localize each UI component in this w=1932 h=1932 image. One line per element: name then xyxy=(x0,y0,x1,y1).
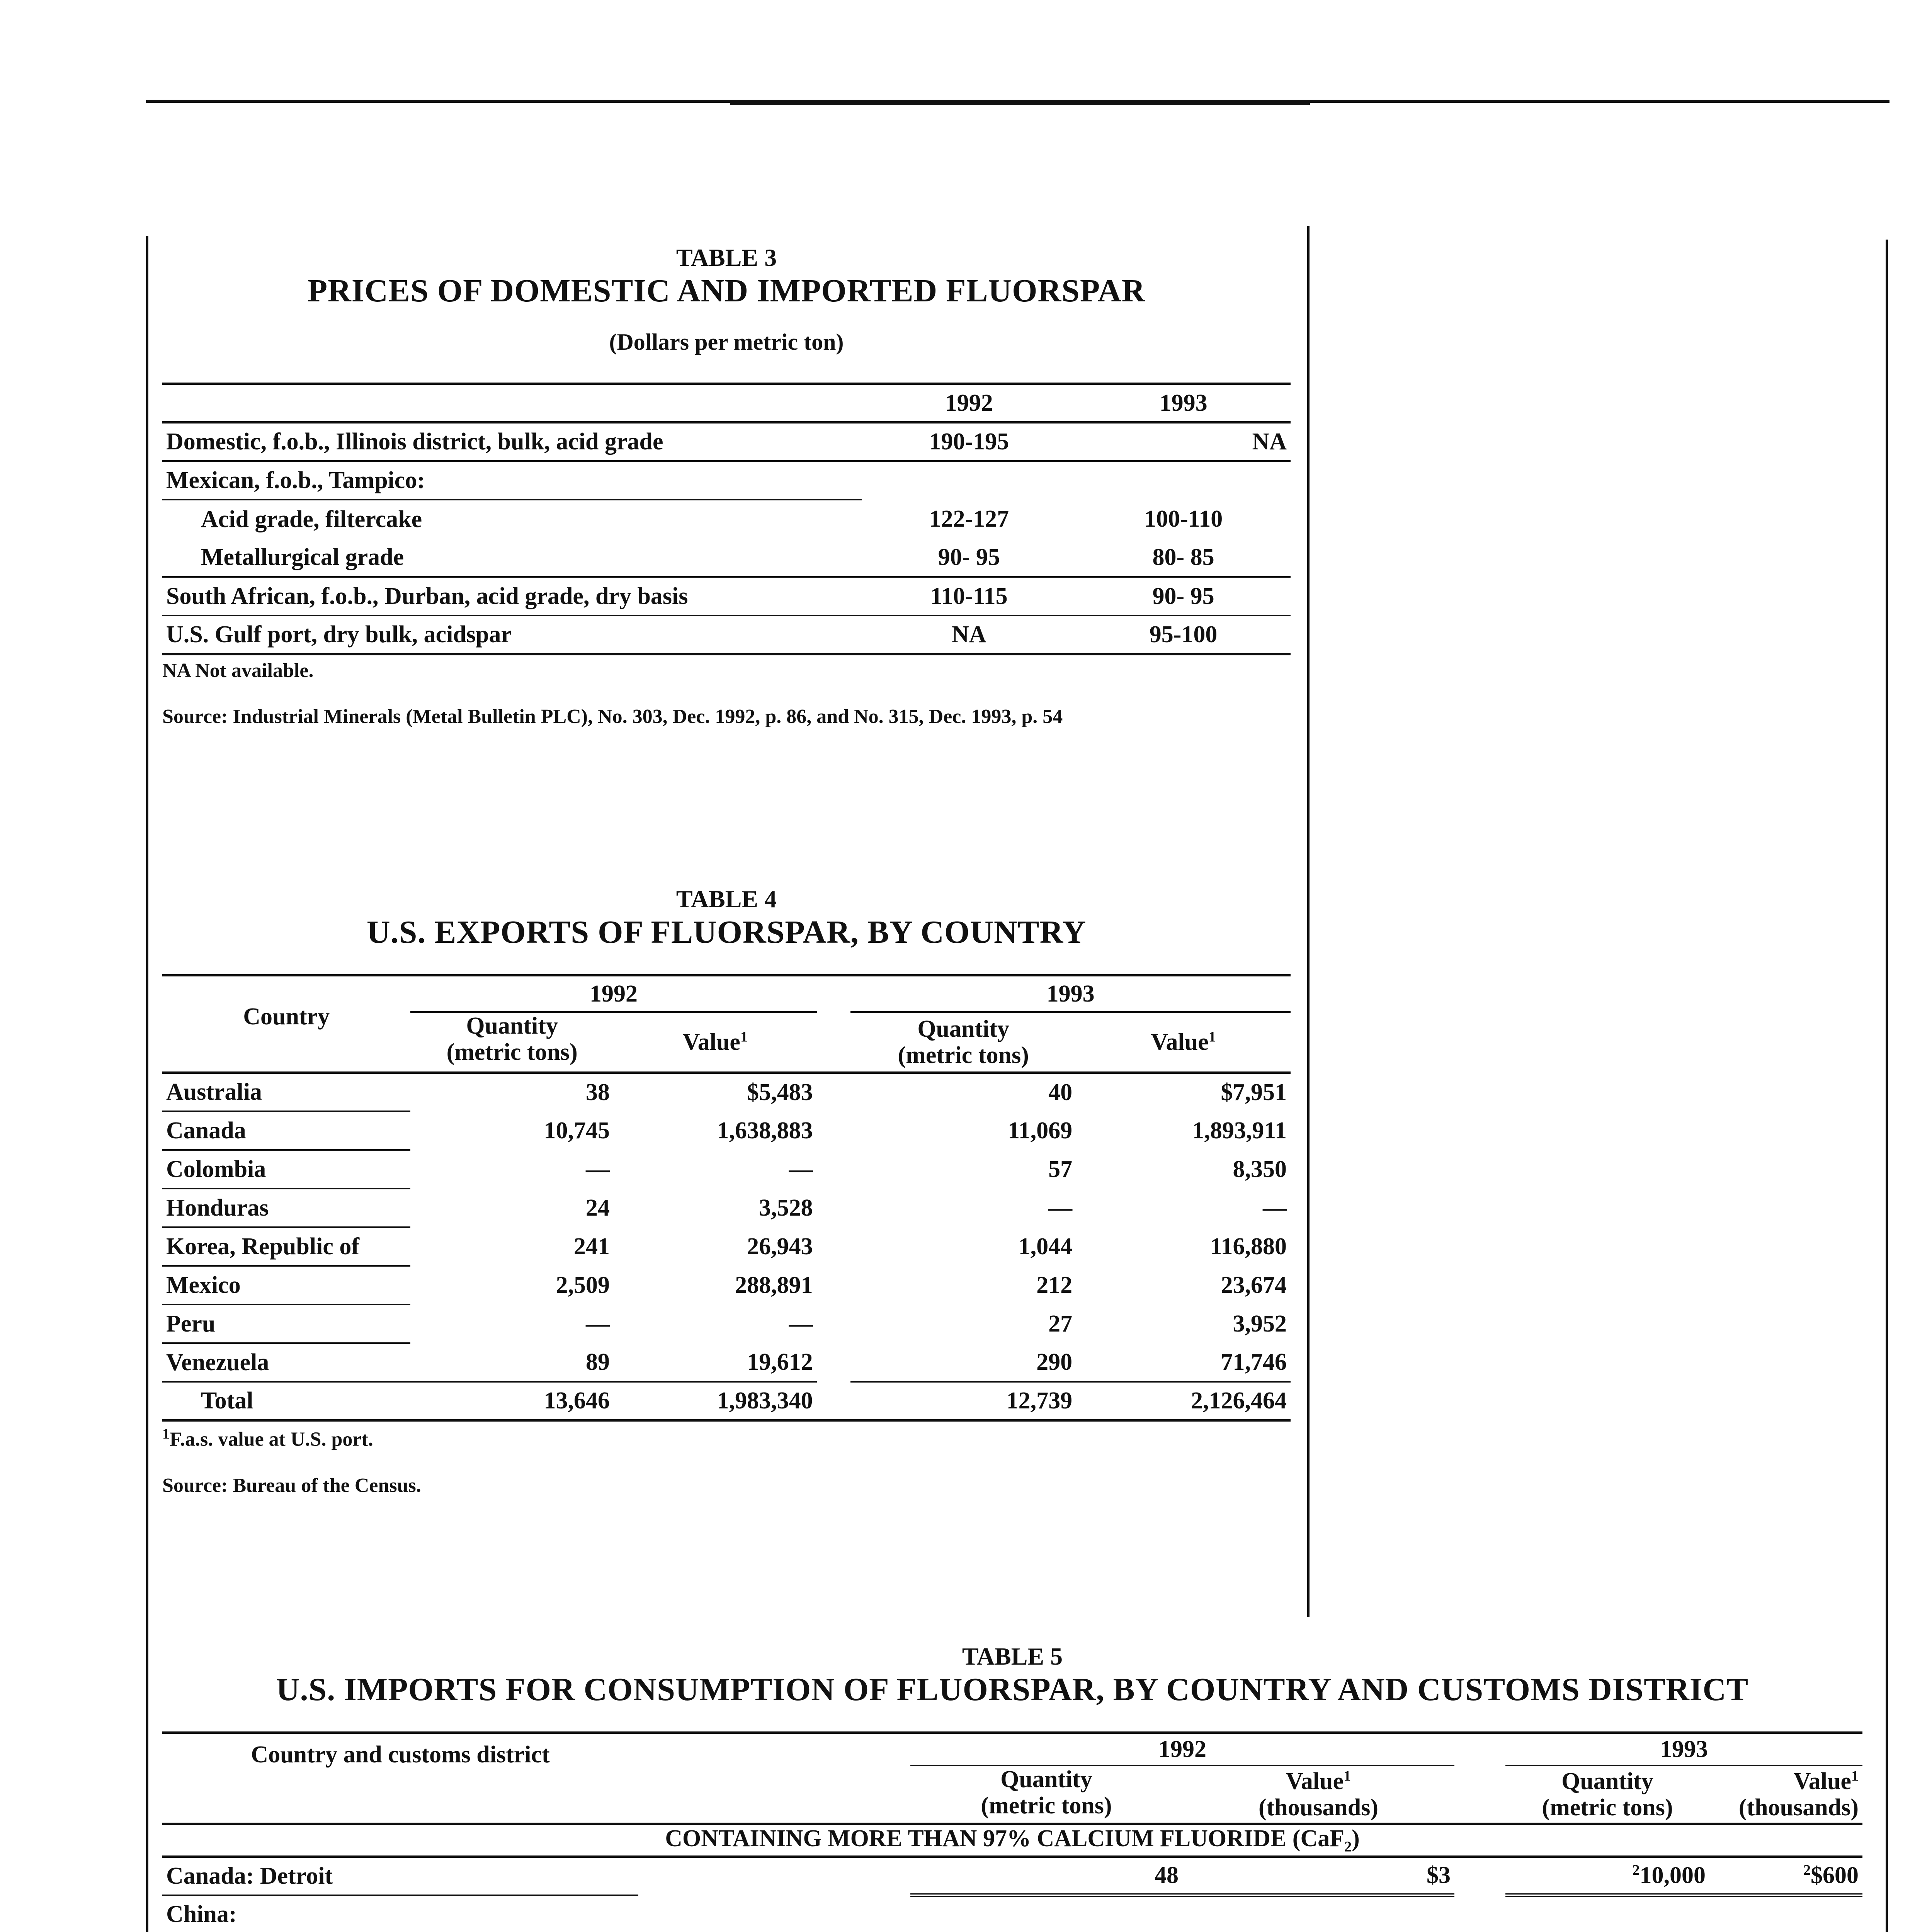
col-value-1992: Value$^1$ xyxy=(682,1029,748,1056)
table-row xyxy=(162,538,1291,577)
price-1992: 90- 95 xyxy=(938,544,1000,570)
col-quantity-1992: Quantity (metric tons) xyxy=(446,1013,578,1066)
country-name: Peru xyxy=(162,1304,410,1343)
price-1992: 122-127 xyxy=(929,505,1009,532)
qty-1992: — xyxy=(585,1156,610,1182)
country-name: Australia xyxy=(162,1073,410,1111)
row-label: Metallurgical grade xyxy=(201,544,404,570)
center-column-rule xyxy=(1307,226,1310,1617)
country-name: Mexico xyxy=(162,1266,410,1304)
table3-block xyxy=(162,243,1291,728)
value-1993: 8,350 xyxy=(1233,1156,1287,1182)
price-1993: 90- 95 xyxy=(1152,583,1214,609)
country-name: Honduras xyxy=(162,1189,410,1227)
col-value-1992: Value$^1$ (thousands) xyxy=(1258,1768,1379,1821)
left-column-rule xyxy=(146,236,148,1932)
table5-title: U.S. IMPORTS FOR CONSUMPTION OF FLUORSPAR, BY COUNTRY AND CUSTOMS DISTRICT xyxy=(276,1672,1749,1708)
qty-1993: — xyxy=(1048,1194,1073,1221)
row-label: Acid grade, filtercake xyxy=(201,506,422,532)
qty-1992: 24 xyxy=(585,1194,610,1221)
row-label: South African, f.o.b., Durban, acid grade, dry basis xyxy=(166,583,688,609)
value-1992: $3 xyxy=(1182,1857,1454,1895)
value-1992: 26,943 xyxy=(747,1233,813,1260)
total-value-1993: 2,126,464 xyxy=(1191,1388,1287,1414)
table3-year-1993: 1993 xyxy=(1159,389,1208,416)
table4-source: Source: Bureau of the Census. xyxy=(162,1474,421,1497)
value-1993: 71,746 xyxy=(1076,1343,1291,1382)
table4-total-row xyxy=(162,1382,1291,1420)
table3-source: Source: Industrial Minerals (Metal Bulletin PLC), No. 303, Dec. 1992, p. 86, and No. 315, Dec. 1993, p. 54 xyxy=(162,706,1063,728)
table3-units: (Dollars per metric ton) xyxy=(609,329,844,355)
table-row xyxy=(162,577,1291,616)
country-name: Venezuela xyxy=(162,1343,410,1382)
value-1992: 1,638,883 xyxy=(717,1117,813,1144)
price-1992: NA xyxy=(952,621,986,648)
col-country-district: Country and customs district xyxy=(251,1742,550,1768)
qty-1993: 1,044 xyxy=(1018,1233,1073,1260)
section-heading: CONTAINING MORE THAN 97% CALCIUM FLUORIDE (CaF$_2$) xyxy=(665,1825,1360,1855)
total-value-1992: 1,983,340 xyxy=(717,1388,813,1414)
row-label: U.S. Gulf port, dry bulk, acidspar xyxy=(166,621,512,648)
year-1993: 1993 xyxy=(850,975,1291,1012)
value-1993: 116,880 xyxy=(1210,1233,1287,1260)
year-1992: 1992 xyxy=(410,975,816,1012)
value-1993: 3,952 xyxy=(1233,1310,1287,1337)
value-1993: 1,893,911 xyxy=(1192,1117,1287,1144)
qty-1993: $^2$10,000 xyxy=(1505,1857,1709,1895)
qty-1993: 57 xyxy=(1048,1156,1073,1182)
value-1992: 3,528 xyxy=(759,1194,813,1221)
table-row xyxy=(162,1304,1291,1343)
table4-grid xyxy=(162,974,1291,1422)
table-row xyxy=(162,422,1291,461)
value-1993: — xyxy=(1263,1194,1287,1221)
value-1993: $^2$\$600 xyxy=(1709,1857,1862,1895)
table-row xyxy=(162,1073,1291,1111)
price-1993: NA xyxy=(1252,429,1287,455)
qty-1993: 290 xyxy=(850,1343,1076,1382)
country-district-label: Canada: Detroit xyxy=(162,1857,638,1895)
table-row xyxy=(162,1111,1291,1150)
table-row xyxy=(162,1343,1291,1382)
value-1993: 23,674 xyxy=(1221,1272,1287,1298)
country-name: Canada xyxy=(162,1111,410,1150)
table4-year-row xyxy=(162,975,1291,1012)
row-label: Mexican, f.o.b., Tampico: xyxy=(162,461,862,500)
qty-1993: 27 xyxy=(1048,1310,1073,1337)
table4-block xyxy=(162,885,1291,1497)
table-row xyxy=(162,1266,1291,1304)
table5-block xyxy=(162,1642,1862,1932)
value-1992: 288,891 xyxy=(735,1272,813,1298)
qty-1992: 48 xyxy=(910,1857,1182,1895)
price-1993: 100-110 xyxy=(1144,505,1223,532)
qty-1993: 212 xyxy=(1036,1272,1073,1298)
value-1992: 19,612 xyxy=(614,1343,817,1382)
price-1992: 110-115 xyxy=(930,583,1008,609)
total-label: Total xyxy=(201,1388,253,1414)
table3-title: PRICES OF DOMESTIC AND IMPORTED FLUORSPAR xyxy=(307,273,1146,309)
col-quantity-1993: Quantity (metric tons) xyxy=(1542,1768,1673,1821)
table4-label: TABLE 4 xyxy=(676,885,777,913)
col-country: Country xyxy=(162,975,410,1073)
qty-1992: 38 xyxy=(585,1079,610,1106)
table-row xyxy=(162,616,1291,654)
country-name: Korea, Republic of xyxy=(162,1227,410,1266)
table4-footnote: $^1$F.a.s. value at U.S. port. xyxy=(162,1426,373,1451)
table5-grid xyxy=(162,1731,1862,1932)
price-1992: 190-195 xyxy=(929,429,1009,455)
table5-label: TABLE 5 xyxy=(962,1643,1063,1670)
table-row xyxy=(162,1150,1291,1189)
table3-note: NA Not available. xyxy=(162,660,314,682)
price-1993: 80- 85 xyxy=(1152,544,1214,570)
row-label: Domestic, f.o.b., Illinois district, bulk, acid grade xyxy=(166,429,663,455)
value-1992: — xyxy=(789,1156,813,1182)
qty-1992: 89 xyxy=(410,1343,614,1382)
qty-1993: 40 xyxy=(1048,1079,1073,1106)
table-row xyxy=(162,1227,1291,1266)
page-top-rule-accent xyxy=(730,100,1310,105)
table-row xyxy=(162,1895,1862,1932)
table5-year-row xyxy=(162,1733,1862,1765)
col-quantity-1993: Quantity (metric tons) xyxy=(898,1016,1029,1069)
col-value-1993: Value$^1$ (thousands) xyxy=(1738,1768,1859,1821)
table3-grid xyxy=(162,383,1291,655)
value-1992: $5,483 xyxy=(747,1079,813,1106)
qty-1992: 2,509 xyxy=(556,1272,610,1298)
table3-label: TABLE 3 xyxy=(676,244,777,271)
value-1993: $7,951 xyxy=(1221,1079,1287,1106)
table-row xyxy=(162,1189,1291,1227)
qty-1992: 10,745 xyxy=(544,1117,610,1144)
price-1993: 95-100 xyxy=(1149,621,1218,648)
qty-1992: 241 xyxy=(573,1233,610,1260)
year-1993: 1993 xyxy=(1505,1733,1862,1765)
table3-header-row xyxy=(162,384,1291,422)
table-row xyxy=(162,500,1291,538)
table5-section-row xyxy=(162,1824,1862,1856)
country-name: Colombia xyxy=(162,1150,410,1189)
country-label: China: xyxy=(162,1895,638,1932)
table3-year-1992: 1992 xyxy=(945,389,993,416)
col-value-1993: Value$^1$ xyxy=(1151,1029,1216,1056)
total-qty-1992: 13,646 xyxy=(544,1388,610,1414)
right-column-rule xyxy=(1886,240,1888,1932)
value-1992: — xyxy=(789,1310,813,1337)
qty-1992: — xyxy=(585,1310,610,1337)
table4-title: U.S. EXPORTS OF FLUORSPAR, BY COUNTRY xyxy=(366,914,1087,950)
table-row xyxy=(162,1857,1862,1895)
col-quantity-1992: Quantity (metric tons) xyxy=(981,1766,1112,1819)
total-qty-1993: 12,739 xyxy=(1006,1388,1073,1414)
table-row xyxy=(162,461,1291,500)
year-1992: 1992 xyxy=(910,1733,1454,1765)
qty-1993: 11,069 xyxy=(1008,1117,1073,1144)
